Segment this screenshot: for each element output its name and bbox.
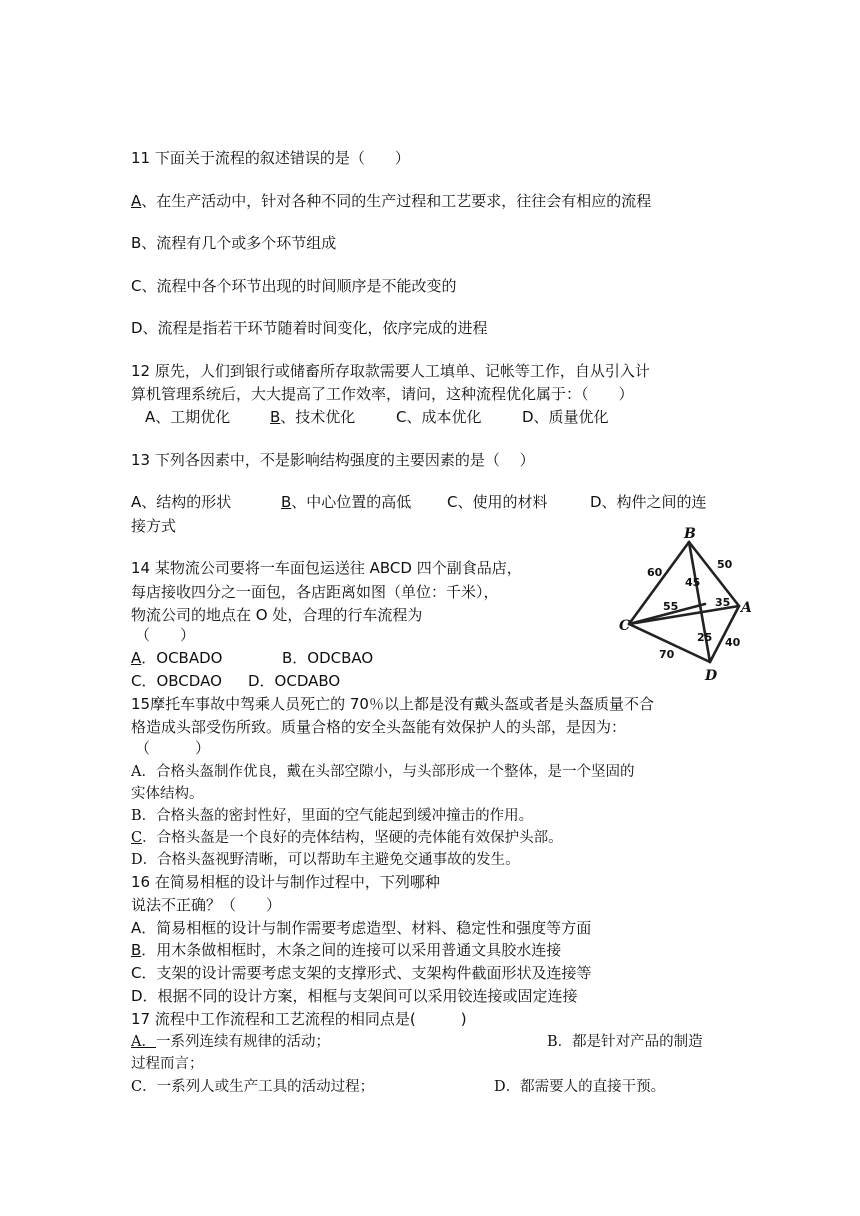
q15-stem-line1: 15摩托车事故中驾乘人员死亡的 70％以上都是没有戴头盔或者是头盔质量不合 <box>131 695 654 713</box>
route-distance-diagram <box>617 524 757 684</box>
node-label-c: C <box>619 618 631 634</box>
edge-label-co: 55 <box>663 600 679 613</box>
q14-option-a-text: ．OCBADO <box>141 649 223 667</box>
q17-stem: 17 流程中工作流程和工艺流程的相同点是( ) <box>131 1010 467 1028</box>
q13-option-c: C、使用的材料 <box>447 493 548 511</box>
edge-label-ao: 35 <box>715 596 731 609</box>
q15-option-d: D．合格头盔视野清晰，可以帮助车主避免交通事故的发生。 <box>131 852 520 868</box>
q13-option-b-text: 、中心位置的高低 <box>291 493 412 511</box>
q13-option-d: D、构件之间的连 <box>590 493 707 511</box>
q12-stem-line2: 算机管理系统后，大大提高了工作效率，请问，这种流程优化属于：（ ） <box>131 385 634 403</box>
q15-option-c-text: ．合格头盔是一个良好的壳体结构，坚硬的壳体能有效保护头部。 <box>142 830 563 846</box>
q14-answer-paren: （ ） <box>135 626 196 644</box>
node-label-b: B <box>684 526 696 542</box>
edge-label-do: 25 <box>697 631 713 644</box>
q13-option-b-letter: B <box>281 493 292 511</box>
q15-option-a: A．合格头盔制作优良，戴在头部空隙小，与头部形成一个整体，是一个坚固的 <box>131 764 635 780</box>
q16-option-d: D．根据不同的设计方案，相框与支架间可以采用铰连接或固定连接 <box>131 987 578 1005</box>
node-label-a: A <box>741 600 752 616</box>
q15-option-c-letter: C <box>131 830 143 846</box>
q17-option-d: D．都需要人的直接干预。 <box>494 1079 666 1095</box>
q14-stem-line2: 每店接收四分之一面包，各店距离如图（单位：千米）， <box>131 583 499 601</box>
q17-option-b-cont: 过程而言； <box>131 1056 204 1072</box>
q16-option-b-letter: B <box>131 941 142 959</box>
q11-option-b: B、流程有几个或多个环节组成 <box>131 234 337 252</box>
q16-option-a: A．简易相框的设计与制作需要考虑造型、材料、稳定性和强度等方面 <box>131 919 592 937</box>
edge-a-d <box>710 606 739 662</box>
q16-option-b <box>131 940 561 960</box>
q13-option-a: A、结构的形状 <box>131 493 232 511</box>
q11-option-a-letter: A <box>131 192 142 210</box>
q17-option-a-letter: A． <box>131 1034 156 1050</box>
q14-stem-line3: 物流公司的地点在 O 处，合理的行车流程为 <box>131 606 423 624</box>
q11-option-d: D、流程是指若干环节随着时间变化，依序完成的进程 <box>131 319 488 337</box>
q13-option-d-cont: 接方式 <box>131 517 177 535</box>
q12-option-c: C、成本优化 <box>396 408 482 426</box>
q11-option-a-text: 、在生产活动中，针对各种不同的生产过程和工艺要求，往往会有相应的流程 <box>141 192 652 210</box>
q13-option-b <box>281 492 411 512</box>
q11-stem: 11 下面关于流程的叙述错误的是（ ） <box>131 149 410 167</box>
q15-answer-paren: （ ） <box>135 739 211 757</box>
q16-stem-line1: 16 在简易相框的设计与制作过程中，下列哪种 <box>131 873 440 891</box>
q11-option-a <box>131 191 651 211</box>
q12-option-b-text: 、技术优化 <box>280 408 356 426</box>
edge-b-a <box>689 542 739 606</box>
q17-option-b: B．都是针对产品的制造 <box>547 1034 703 1050</box>
q11-option-c: C、流程中各个环节出现的时间顺序是不能改变的 <box>131 277 457 295</box>
q16-option-c: C．支架的设计需要考虑支架的支撑形式、支架构件截面形状及连接等 <box>131 964 592 982</box>
q14-option-a-letter: A <box>131 649 142 667</box>
q16-option-b-text: ．用木条做相框时，木条之间的连接可以采用普通文具胶水连接 <box>141 941 562 959</box>
q12-option-a: A、工期优化 <box>145 408 231 426</box>
q12-option-b <box>270 407 355 427</box>
edge-b-d <box>689 542 713 662</box>
node-label-d: D <box>705 668 718 684</box>
q12-option-d: D、质量优化 <box>522 408 609 426</box>
edge-label-ba: 50 <box>717 558 733 571</box>
q16-stem-line2: 说法不正确？（ ） <box>131 896 282 914</box>
q15-option-a-cont: 实体结构。 <box>131 786 204 802</box>
edge-label-bo: 45 <box>685 576 701 589</box>
q17-option-a <box>131 1032 330 1052</box>
q12-option-b-letter: B <box>270 408 281 426</box>
q13-stem: 13 下列各因素中，不是影响结构强度的主要因素的是（ ） <box>131 451 535 469</box>
q15-option-c <box>131 828 563 848</box>
edge-label-ad: 40 <box>725 636 741 649</box>
q14-option-c: C．OBCDAO <box>131 672 222 690</box>
q15-stem-line2: 格造成头部受伤所致。质量合格的安全头盔能有效保护人的头部，是因为： <box>131 718 627 736</box>
q14-option-d: D．OCDABO <box>248 672 341 690</box>
q14-option-b: B．ODCBAO <box>282 649 374 667</box>
q14-option-a <box>131 648 222 668</box>
edge-label-cd: 70 <box>659 648 675 661</box>
edge-label-bc: 60 <box>647 566 663 579</box>
q17-option-c: C．一系列人或生产工具的活动过程； <box>131 1079 375 1095</box>
q17-option-a-text: 一系列连续有规律的活动； <box>155 1034 330 1050</box>
q15-option-b: B．合格头盔的密封性好，里面的空气能起到缓冲撞击的作用。 <box>131 808 534 824</box>
q14-stem-line1: 14 某物流公司要将一车面包运送往 ABCD 四个副食品店， <box>131 559 522 577</box>
q12-stem-line1: 12 原先，人们到银行或储畜所存取款需要人工填单、记帐等工作，自从引入计 <box>131 362 650 380</box>
